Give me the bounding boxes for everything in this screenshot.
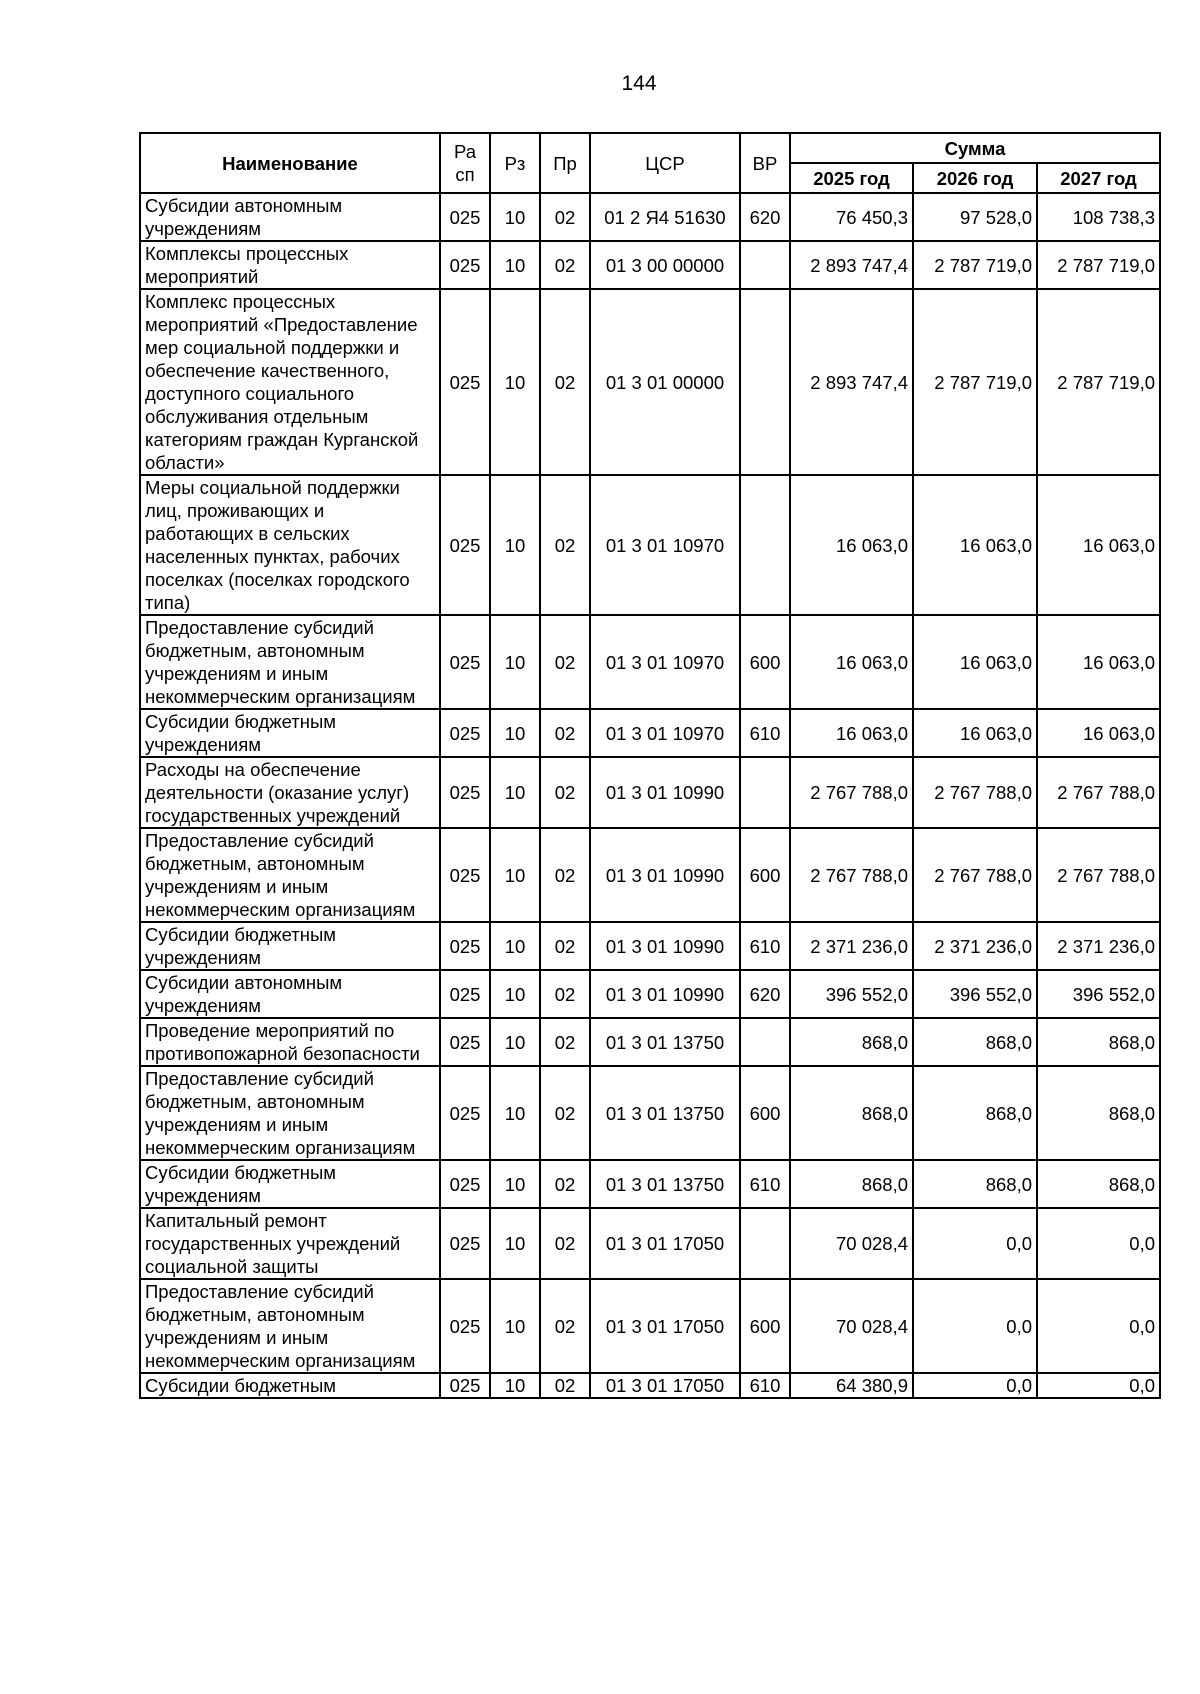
row-pr: 02 bbox=[540, 970, 590, 1018]
row-vr: 610 bbox=[740, 1160, 790, 1208]
row-rasp: 025 bbox=[440, 757, 490, 828]
row-sum-2027: 16 063,0 bbox=[1037, 475, 1160, 615]
row-sum-2027: 108 738,3 bbox=[1037, 193, 1160, 241]
row-name: Субсидии бюджетным учреждениям bbox=[140, 709, 440, 757]
row-vr bbox=[740, 289, 790, 475]
table-row bbox=[140, 615, 1160, 709]
table-body bbox=[140, 193, 1160, 1398]
row-sum-2026: 868,0 bbox=[913, 1018, 1037, 1066]
table-row bbox=[140, 475, 1160, 615]
table-row bbox=[140, 757, 1160, 828]
row-name: Предоставление субсидий бюджетным, автономным учреждениям и иным некоммерческим организациям bbox=[140, 828, 440, 922]
row-sum-2025: 64 380,9 bbox=[790, 1373, 913, 1398]
row-name: Предоставление субсидий бюджетным, автономным учреждениям и иным некоммерческим организациям bbox=[140, 1066, 440, 1160]
row-rz: 10 bbox=[490, 1373, 540, 1398]
row-sum-2026: 0,0 bbox=[913, 1373, 1037, 1398]
row-rasp: 025 bbox=[440, 828, 490, 922]
table-row bbox=[140, 1018, 1160, 1066]
row-csr: 01 3 01 10990 bbox=[590, 970, 740, 1018]
row-name: Субсидии автономным учреждениям bbox=[140, 970, 440, 1018]
row-name: Проведение мероприятий по противопожарной безопасности bbox=[140, 1018, 440, 1066]
row-vr: 610 bbox=[740, 709, 790, 757]
row-name: Меры социальной поддержки лиц, проживающих и работающих в сельских населенных пунктах, рабочих поселках (поселках городского типа) bbox=[140, 475, 440, 615]
row-rz: 10 bbox=[490, 828, 540, 922]
row-name: Капитальный ремонт государственных учреждений социальной защиты bbox=[140, 1208, 440, 1279]
row-csr: 01 3 01 13750 bbox=[590, 1160, 740, 1208]
row-sum-2026: 2 371 236,0 bbox=[913, 922, 1037, 970]
row-rz: 10 bbox=[490, 1279, 540, 1373]
row-name: Субсидии бюджетным учреждениям bbox=[140, 1160, 440, 1208]
budget-table bbox=[139, 132, 1161, 1399]
row-rasp: 025 bbox=[440, 709, 490, 757]
row-rz: 10 bbox=[490, 1018, 540, 1066]
row-sum-2026: 868,0 bbox=[913, 1160, 1037, 1208]
table-row bbox=[140, 970, 1160, 1018]
table-row bbox=[140, 289, 1160, 475]
row-sum-2027: 16 063,0 bbox=[1037, 709, 1160, 757]
row-sum-2027: 2 371 236,0 bbox=[1037, 922, 1160, 970]
row-sum-2025: 2 893 747,4 bbox=[790, 289, 913, 475]
row-sum-2025: 2 767 788,0 bbox=[790, 757, 913, 828]
table-row bbox=[140, 1160, 1160, 1208]
row-vr: 600 bbox=[740, 615, 790, 709]
row-pr: 02 bbox=[540, 922, 590, 970]
row-csr: 01 3 01 10990 bbox=[590, 828, 740, 922]
row-sum-2027: 0,0 bbox=[1037, 1208, 1160, 1279]
row-rz: 10 bbox=[490, 289, 540, 475]
table-row bbox=[140, 1208, 1160, 1279]
row-rasp: 025 bbox=[440, 1279, 490, 1373]
row-csr: 01 3 01 17050 bbox=[590, 1279, 740, 1373]
header-rasp: Ра сп bbox=[440, 133, 490, 193]
page-number: 144 bbox=[621, 72, 657, 95]
row-rasp: 025 bbox=[440, 922, 490, 970]
row-sum-2027: 868,0 bbox=[1037, 1066, 1160, 1160]
row-csr: 01 3 01 10990 bbox=[590, 757, 740, 828]
row-rz: 10 bbox=[490, 475, 540, 615]
row-name: Расходы на обеспечение деятельности (оказание услуг) государственных учреждений bbox=[140, 757, 440, 828]
row-rz: 10 bbox=[490, 193, 540, 241]
row-pr: 02 bbox=[540, 1018, 590, 1066]
row-rz: 10 bbox=[490, 709, 540, 757]
row-vr: 610 bbox=[740, 922, 790, 970]
row-vr bbox=[740, 475, 790, 615]
row-vr: 620 bbox=[740, 970, 790, 1018]
row-name: Субсидии автономным учреждениям bbox=[140, 193, 440, 241]
row-pr: 02 bbox=[540, 1208, 590, 1279]
row-pr: 02 bbox=[540, 828, 590, 922]
table-row bbox=[140, 828, 1160, 922]
row-csr: 01 3 00 00000 bbox=[590, 241, 740, 289]
row-pr: 02 bbox=[540, 1160, 590, 1208]
row-vr: 600 bbox=[740, 1279, 790, 1373]
header-year-2026: 2026 год bbox=[913, 163, 1037, 193]
row-name: Субсидии бюджетным учреждениям bbox=[140, 922, 440, 970]
row-sum-2025: 16 063,0 bbox=[790, 615, 913, 709]
row-sum-2027: 2 767 788,0 bbox=[1037, 828, 1160, 922]
row-rasp: 025 bbox=[440, 289, 490, 475]
row-vr bbox=[740, 1208, 790, 1279]
row-csr: 01 3 01 10970 bbox=[590, 475, 740, 615]
row-rasp: 025 bbox=[440, 193, 490, 241]
table-row bbox=[140, 1279, 1160, 1373]
row-rasp: 025 bbox=[440, 615, 490, 709]
row-sum-2025: 70 028,4 bbox=[790, 1208, 913, 1279]
row-vr: 620 bbox=[740, 193, 790, 241]
header-csr: ЦСР bbox=[590, 133, 740, 193]
header-year-2027: 2027 год bbox=[1037, 163, 1160, 193]
row-sum-2025: 2 371 236,0 bbox=[790, 922, 913, 970]
row-rz: 10 bbox=[490, 922, 540, 970]
header-year-2025: 2025 год bbox=[790, 163, 913, 193]
row-vr bbox=[740, 757, 790, 828]
row-pr: 02 bbox=[540, 475, 590, 615]
row-sum-2026: 16 063,0 bbox=[913, 709, 1037, 757]
row-name: Предоставление субсидий бюджетным, автономным учреждениям и иным некоммерческим организациям bbox=[140, 1279, 440, 1373]
row-rz: 10 bbox=[490, 1066, 540, 1160]
row-vr: 600 bbox=[740, 828, 790, 922]
header-summa: Сумма bbox=[790, 133, 1160, 163]
row-sum-2026: 0,0 bbox=[913, 1279, 1037, 1373]
row-sum-2025: 868,0 bbox=[790, 1018, 913, 1066]
row-rz: 10 bbox=[490, 241, 540, 289]
row-sum-2027: 0,0 bbox=[1037, 1373, 1160, 1398]
table-row bbox=[140, 241, 1160, 289]
row-sum-2027: 396 552,0 bbox=[1037, 970, 1160, 1018]
row-pr: 02 bbox=[540, 1066, 590, 1160]
row-csr: 01 3 01 10970 bbox=[590, 615, 740, 709]
row-sum-2026: 396 552,0 bbox=[913, 970, 1037, 1018]
row-sum-2025: 70 028,4 bbox=[790, 1279, 913, 1373]
row-rasp: 025 bbox=[440, 1208, 490, 1279]
row-sum-2026: 2 787 719,0 bbox=[913, 241, 1037, 289]
row-sum-2026: 868,0 bbox=[913, 1066, 1037, 1160]
row-rz: 10 bbox=[490, 1208, 540, 1279]
row-csr: 01 3 01 17050 bbox=[590, 1208, 740, 1279]
row-sum-2026: 97 528,0 bbox=[913, 193, 1037, 241]
table-row bbox=[140, 1373, 1160, 1398]
table-header bbox=[140, 133, 1160, 193]
row-rasp: 025 bbox=[440, 1066, 490, 1160]
row-csr: 01 3 01 13750 bbox=[590, 1066, 740, 1160]
row-name: Субсидии бюджетным bbox=[140, 1373, 440, 1398]
row-sum-2026: 16 063,0 bbox=[913, 615, 1037, 709]
row-csr: 01 3 01 13750 bbox=[590, 1018, 740, 1066]
row-vr: 610 bbox=[740, 1373, 790, 1398]
row-rasp: 025 bbox=[440, 1160, 490, 1208]
header-vr: ВР bbox=[740, 133, 790, 193]
row-sum-2025: 868,0 bbox=[790, 1066, 913, 1160]
row-sum-2025: 396 552,0 bbox=[790, 970, 913, 1018]
row-csr: 01 3 01 10970 bbox=[590, 709, 740, 757]
row-rz: 10 bbox=[490, 970, 540, 1018]
row-sum-2027: 2 787 719,0 bbox=[1037, 289, 1160, 475]
row-sum-2026: 2 787 719,0 bbox=[913, 289, 1037, 475]
row-sum-2027: 0,0 bbox=[1037, 1279, 1160, 1373]
header-pr: Пр bbox=[540, 133, 590, 193]
row-csr: 01 3 01 17050 bbox=[590, 1373, 740, 1398]
row-name: Предоставление субсидий бюджетным, автономным учреждениям и иным некоммерческим организациям bbox=[140, 615, 440, 709]
row-vr bbox=[740, 1018, 790, 1066]
row-pr: 02 bbox=[540, 615, 590, 709]
row-rasp: 025 bbox=[440, 1018, 490, 1066]
row-sum-2027: 2 787 719,0 bbox=[1037, 241, 1160, 289]
row-sum-2027: 2 767 788,0 bbox=[1037, 757, 1160, 828]
row-name: Комплексы процессных мероприятий bbox=[140, 241, 440, 289]
row-csr: 01 2 Я4 51630 bbox=[590, 193, 740, 241]
row-sum-2026: 2 767 788,0 bbox=[913, 828, 1037, 922]
row-rasp: 025 bbox=[440, 475, 490, 615]
row-sum-2025: 868,0 bbox=[790, 1160, 913, 1208]
row-sum-2027: 868,0 bbox=[1037, 1018, 1160, 1066]
table-row bbox=[140, 922, 1160, 970]
row-sum-2025: 76 450,3 bbox=[790, 193, 913, 241]
row-vr bbox=[740, 241, 790, 289]
row-rasp: 025 bbox=[440, 1373, 490, 1398]
row-rasp: 025 bbox=[440, 241, 490, 289]
row-sum-2025: 16 063,0 bbox=[790, 709, 913, 757]
header-rz: Рз bbox=[490, 133, 540, 193]
row-sum-2026: 16 063,0 bbox=[913, 475, 1037, 615]
row-csr: 01 3 01 10990 bbox=[590, 922, 740, 970]
row-sum-2025: 2 767 788,0 bbox=[790, 828, 913, 922]
row-vr: 600 bbox=[740, 1066, 790, 1160]
row-pr: 02 bbox=[540, 193, 590, 241]
row-pr: 02 bbox=[540, 1373, 590, 1398]
row-pr: 02 bbox=[540, 709, 590, 757]
row-sum-2025: 16 063,0 bbox=[790, 475, 913, 615]
row-rz: 10 bbox=[490, 757, 540, 828]
row-pr: 02 bbox=[540, 241, 590, 289]
row-sum-2026: 2 767 788,0 bbox=[913, 757, 1037, 828]
table-row bbox=[140, 193, 1160, 241]
table-row bbox=[140, 709, 1160, 757]
row-pr: 02 bbox=[540, 757, 590, 828]
header-name: Наименование bbox=[140, 133, 440, 193]
row-csr: 01 3 01 00000 bbox=[590, 289, 740, 475]
table-row bbox=[140, 1066, 1160, 1160]
row-rasp: 025 bbox=[440, 970, 490, 1018]
row-pr: 02 bbox=[540, 1279, 590, 1373]
row-rz: 10 bbox=[490, 1160, 540, 1208]
row-sum-2027: 16 063,0 bbox=[1037, 615, 1160, 709]
row-rz: 10 bbox=[490, 615, 540, 709]
row-name: Комплекс процессных мероприятий «Предоставление мер социальной поддержки и обеспечение качественного, доступного социального обслуживания отдельным категориям граждан Курганской области» bbox=[140, 289, 440, 475]
row-sum-2025: 2 893 747,4 bbox=[790, 241, 913, 289]
row-sum-2026: 0,0 bbox=[913, 1208, 1037, 1279]
row-pr: 02 bbox=[540, 289, 590, 475]
row-sum-2027: 868,0 bbox=[1037, 1160, 1160, 1208]
